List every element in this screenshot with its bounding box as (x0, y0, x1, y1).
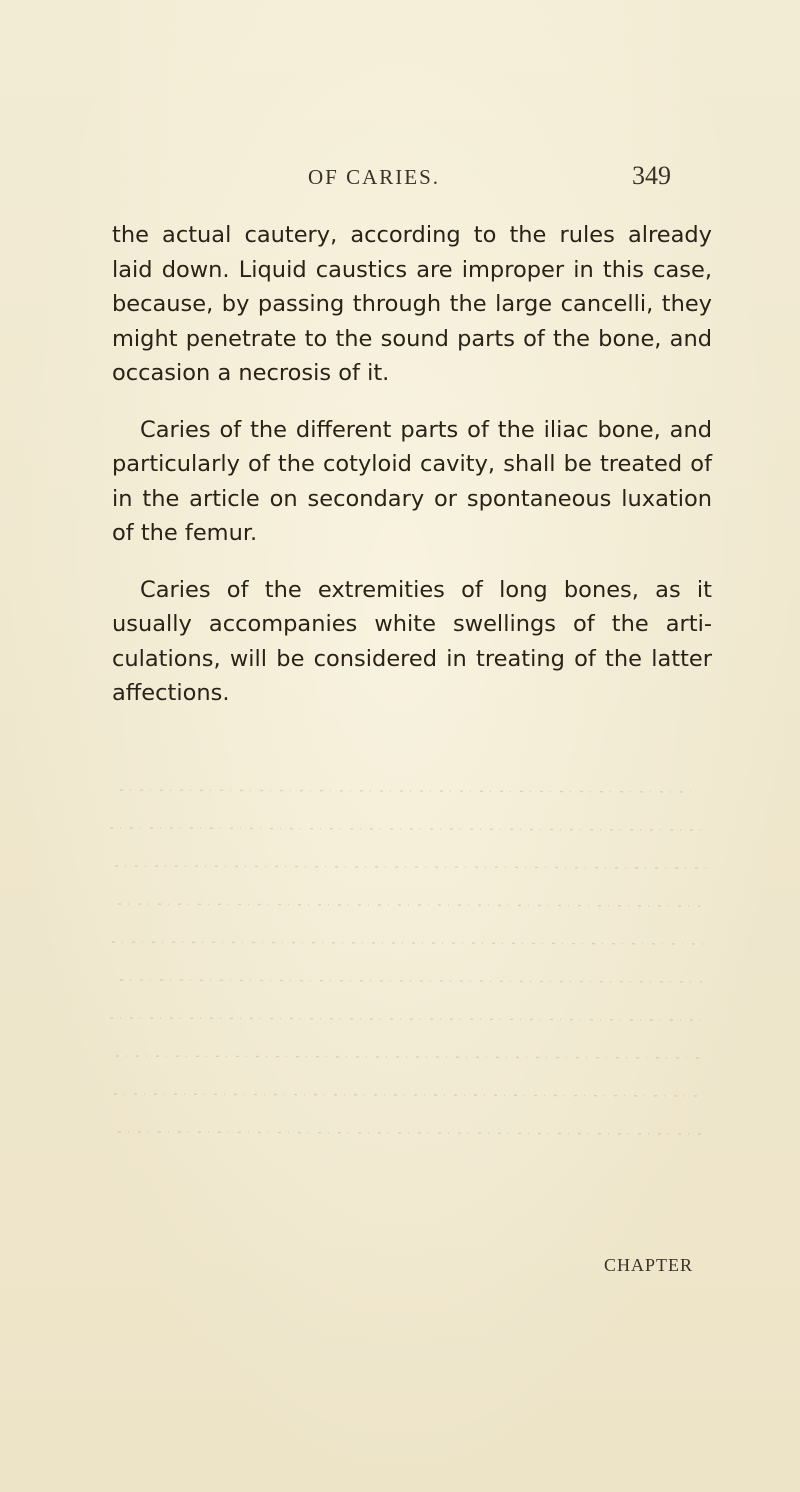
paragraph-iliac-caries: Caries of the different parts of the iliac bone, and particularly of the cotyloid cavity, shall be treated of in the article on secondary or spontaneous luxation of the femur. (112, 416, 712, 546)
catchword: CHAPTER (604, 1255, 694, 1275)
running-head (0, 161, 800, 195)
running-title: OF CARIES. (308, 165, 441, 189)
paragraph-extremities-caries: Caries of the extremities of long bones, as it usually accompanies white swellings of the articulations, will be considered in treating of the latter affections. (112, 576, 712, 706)
paragraph-continuation: the actual cautery, according to the rules already laid down. Liquid caustics are improper in this case, because, by passing through the large cancelli, they might penetrate to the sound parts of the bone, and occasion a necrosis of it. (112, 222, 712, 386)
show-through-texture (0, 770, 800, 1230)
body-text (112, 218, 712, 711)
page-number: 349 (632, 161, 671, 190)
